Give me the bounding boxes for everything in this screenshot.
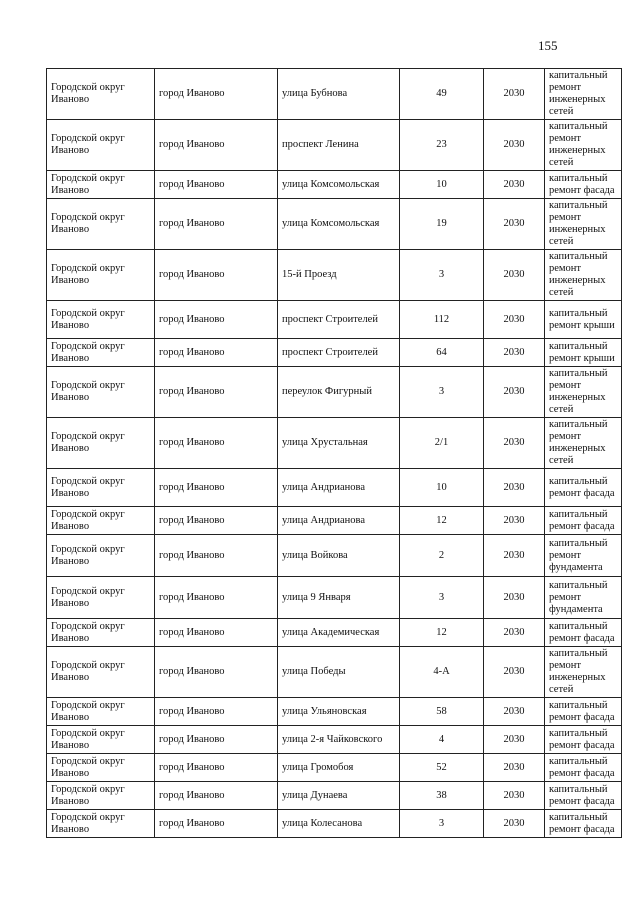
cell-house: 12 bbox=[400, 619, 484, 647]
table-row bbox=[47, 69, 622, 120]
cell-year: 2030 bbox=[484, 810, 545, 838]
cell-district: Городской округ Иваново bbox=[47, 418, 155, 469]
cell-work-type: капитальный ремонт инженерных сетей bbox=[545, 647, 622, 698]
cell-work-type: капитальный ремонт фундамента bbox=[545, 535, 622, 577]
table-row bbox=[47, 301, 622, 339]
cell-work-type: капитальный ремонт инженерных сетей bbox=[545, 69, 622, 120]
cell-year: 2030 bbox=[484, 754, 545, 782]
table-row bbox=[47, 810, 622, 838]
cell-city: город Иваново bbox=[155, 619, 278, 647]
cell-work-type: капитальный ремонт инженерных сетей bbox=[545, 418, 622, 469]
cell-district: Городской округ Иваново bbox=[47, 577, 155, 619]
cell-street: улица Войкова bbox=[278, 535, 400, 577]
cell-house: 64 bbox=[400, 339, 484, 367]
cell-street: улица Колесанова bbox=[278, 810, 400, 838]
cell-work-type: капитальный ремонт фундамента bbox=[545, 577, 622, 619]
cell-city: город Иваново bbox=[155, 782, 278, 810]
cell-street: улица Хрустальная bbox=[278, 418, 400, 469]
cell-city: город Иваново bbox=[155, 577, 278, 619]
cell-year: 2030 bbox=[484, 535, 545, 577]
cell-work-type: капитальный ремонт фасада bbox=[545, 507, 622, 535]
table-row bbox=[47, 577, 622, 619]
cell-work-type: капитальный ремонт фасада bbox=[545, 726, 622, 754]
table-row bbox=[47, 367, 622, 418]
cell-year: 2030 bbox=[484, 507, 545, 535]
cell-street: улица Комсомольская bbox=[278, 199, 400, 250]
cell-house: 12 bbox=[400, 507, 484, 535]
cell-year: 2030 bbox=[484, 726, 545, 754]
cell-house: 2/1 bbox=[400, 418, 484, 469]
cell-house: 10 bbox=[400, 171, 484, 199]
cell-house: 2 bbox=[400, 535, 484, 577]
cell-city: город Иваново bbox=[155, 507, 278, 535]
table-row bbox=[47, 469, 622, 507]
cell-house: 3 bbox=[400, 810, 484, 838]
cell-street: проспект Строителей bbox=[278, 301, 400, 339]
cell-house: 58 bbox=[400, 698, 484, 726]
table-row bbox=[47, 171, 622, 199]
cell-street: улица 9 Января bbox=[278, 577, 400, 619]
cell-district: Городской округ Иваново bbox=[47, 469, 155, 507]
cell-year: 2030 bbox=[484, 619, 545, 647]
cell-district: Городской округ Иваново bbox=[47, 619, 155, 647]
cell-house: 112 bbox=[400, 301, 484, 339]
cell-city: город Иваново bbox=[155, 250, 278, 301]
cell-work-type: капитальный ремонт инженерных сетей bbox=[545, 199, 622, 250]
cell-work-type: капитальный ремонт крыши bbox=[545, 301, 622, 339]
page-number: 155 bbox=[538, 38, 558, 53]
cell-work-type: капитальный ремонт фасада bbox=[545, 619, 622, 647]
cell-year: 2030 bbox=[484, 367, 545, 418]
cell-city: город Иваново bbox=[155, 469, 278, 507]
cell-year: 2030 bbox=[484, 301, 545, 339]
cell-city: город Иваново bbox=[155, 199, 278, 250]
cell-work-type: капитальный ремонт фасада bbox=[545, 782, 622, 810]
table-row bbox=[47, 698, 622, 726]
cell-district: Городской округ Иваново bbox=[47, 647, 155, 698]
cell-district: Городской округ Иваново bbox=[47, 199, 155, 250]
cell-house: 10 bbox=[400, 469, 484, 507]
cell-city: город Иваново bbox=[155, 535, 278, 577]
cell-year: 2030 bbox=[484, 647, 545, 698]
table-row bbox=[47, 339, 622, 367]
cell-district: Городской округ Иваново bbox=[47, 301, 155, 339]
cell-year: 2030 bbox=[484, 171, 545, 199]
cell-district: Городской округ Иваново bbox=[47, 339, 155, 367]
repair-schedule-table bbox=[46, 68, 622, 838]
cell-work-type: капитальный ремонт фасада bbox=[545, 810, 622, 838]
cell-house: 19 bbox=[400, 199, 484, 250]
cell-house: 52 bbox=[400, 754, 484, 782]
cell-house: 3 bbox=[400, 367, 484, 418]
table-row bbox=[47, 647, 622, 698]
cell-year: 2030 bbox=[484, 199, 545, 250]
cell-city: город Иваново bbox=[155, 698, 278, 726]
cell-year: 2030 bbox=[484, 782, 545, 810]
cell-district: Городской округ Иваново bbox=[47, 535, 155, 577]
table-row bbox=[47, 507, 622, 535]
cell-city: город Иваново bbox=[155, 339, 278, 367]
cell-year: 2030 bbox=[484, 339, 545, 367]
cell-house: 3 bbox=[400, 577, 484, 619]
cell-city: город Иваново bbox=[155, 367, 278, 418]
cell-year: 2030 bbox=[484, 120, 545, 171]
cell-district: Городской округ Иваново bbox=[47, 754, 155, 782]
cell-city: город Иваново bbox=[155, 726, 278, 754]
cell-house: 49 bbox=[400, 69, 484, 120]
cell-street: проспект Ленина bbox=[278, 120, 400, 171]
cell-city: город Иваново bbox=[155, 647, 278, 698]
cell-work-type: капитальный ремонт фасада bbox=[545, 469, 622, 507]
cell-street: улица Дунаева bbox=[278, 782, 400, 810]
cell-district: Городской округ Иваново bbox=[47, 69, 155, 120]
cell-district: Городской округ Иваново bbox=[47, 782, 155, 810]
cell-house: 4-А bbox=[400, 647, 484, 698]
table-row bbox=[47, 250, 622, 301]
cell-year: 2030 bbox=[484, 469, 545, 507]
cell-street: 15-й Проезд bbox=[278, 250, 400, 301]
cell-work-type: капитальный ремонт фасада bbox=[545, 754, 622, 782]
cell-year: 2030 bbox=[484, 577, 545, 619]
cell-house: 38 bbox=[400, 782, 484, 810]
cell-district: Городской округ Иваново bbox=[47, 507, 155, 535]
cell-house: 3 bbox=[400, 250, 484, 301]
table-row bbox=[47, 754, 622, 782]
cell-district: Городской округ Иваново bbox=[47, 171, 155, 199]
cell-work-type: капитальный ремонт инженерных сетей bbox=[545, 250, 622, 301]
cell-year: 2030 bbox=[484, 698, 545, 726]
cell-city: город Иваново bbox=[155, 69, 278, 120]
cell-district: Городской округ Иваново bbox=[47, 120, 155, 171]
cell-street: улица 2-я Чайковского bbox=[278, 726, 400, 754]
cell-work-type: капитальный ремонт фасада bbox=[545, 171, 622, 199]
cell-street: улица Андрианова bbox=[278, 507, 400, 535]
cell-street: улица Комсомольская bbox=[278, 171, 400, 199]
cell-street: улица Ульяновская bbox=[278, 698, 400, 726]
table-body bbox=[47, 69, 622, 838]
cell-city: город Иваново bbox=[155, 754, 278, 782]
cell-street: улица Бубнова bbox=[278, 69, 400, 120]
cell-street: улица Победы bbox=[278, 647, 400, 698]
table-row bbox=[47, 726, 622, 754]
table-row bbox=[47, 782, 622, 810]
cell-city: город Иваново bbox=[155, 171, 278, 199]
cell-district: Городской округ Иваново bbox=[47, 250, 155, 301]
cell-street: улица Андрианова bbox=[278, 469, 400, 507]
cell-year: 2030 bbox=[484, 69, 545, 120]
cell-district: Городской округ Иваново bbox=[47, 367, 155, 418]
cell-year: 2030 bbox=[484, 418, 545, 469]
cell-city: город Иваново bbox=[155, 810, 278, 838]
cell-district: Городской округ Иваново bbox=[47, 810, 155, 838]
cell-work-type: капитальный ремонт фасада bbox=[545, 698, 622, 726]
table-row bbox=[47, 120, 622, 171]
cell-street: проспект Строителей bbox=[278, 339, 400, 367]
cell-street: переулок Фигурный bbox=[278, 367, 400, 418]
cell-district: Городской округ Иваново bbox=[47, 726, 155, 754]
cell-house: 4 bbox=[400, 726, 484, 754]
table-row bbox=[47, 199, 622, 250]
cell-work-type: капитальный ремонт крыши bbox=[545, 339, 622, 367]
cell-work-type: капитальный ремонт инженерных сетей bbox=[545, 367, 622, 418]
cell-district: Городской округ Иваново bbox=[47, 698, 155, 726]
table-row bbox=[47, 619, 622, 647]
cell-year: 2030 bbox=[484, 250, 545, 301]
table-row bbox=[47, 535, 622, 577]
cell-street: улица Академическая bbox=[278, 619, 400, 647]
table-row bbox=[47, 418, 622, 469]
cell-city: город Иваново bbox=[155, 120, 278, 171]
cell-city: город Иваново bbox=[155, 418, 278, 469]
cell-city: город Иваново bbox=[155, 301, 278, 339]
cell-work-type: капитальный ремонт инженерных сетей bbox=[545, 120, 622, 171]
cell-street: улица Громобоя bbox=[278, 754, 400, 782]
cell-house: 23 bbox=[400, 120, 484, 171]
